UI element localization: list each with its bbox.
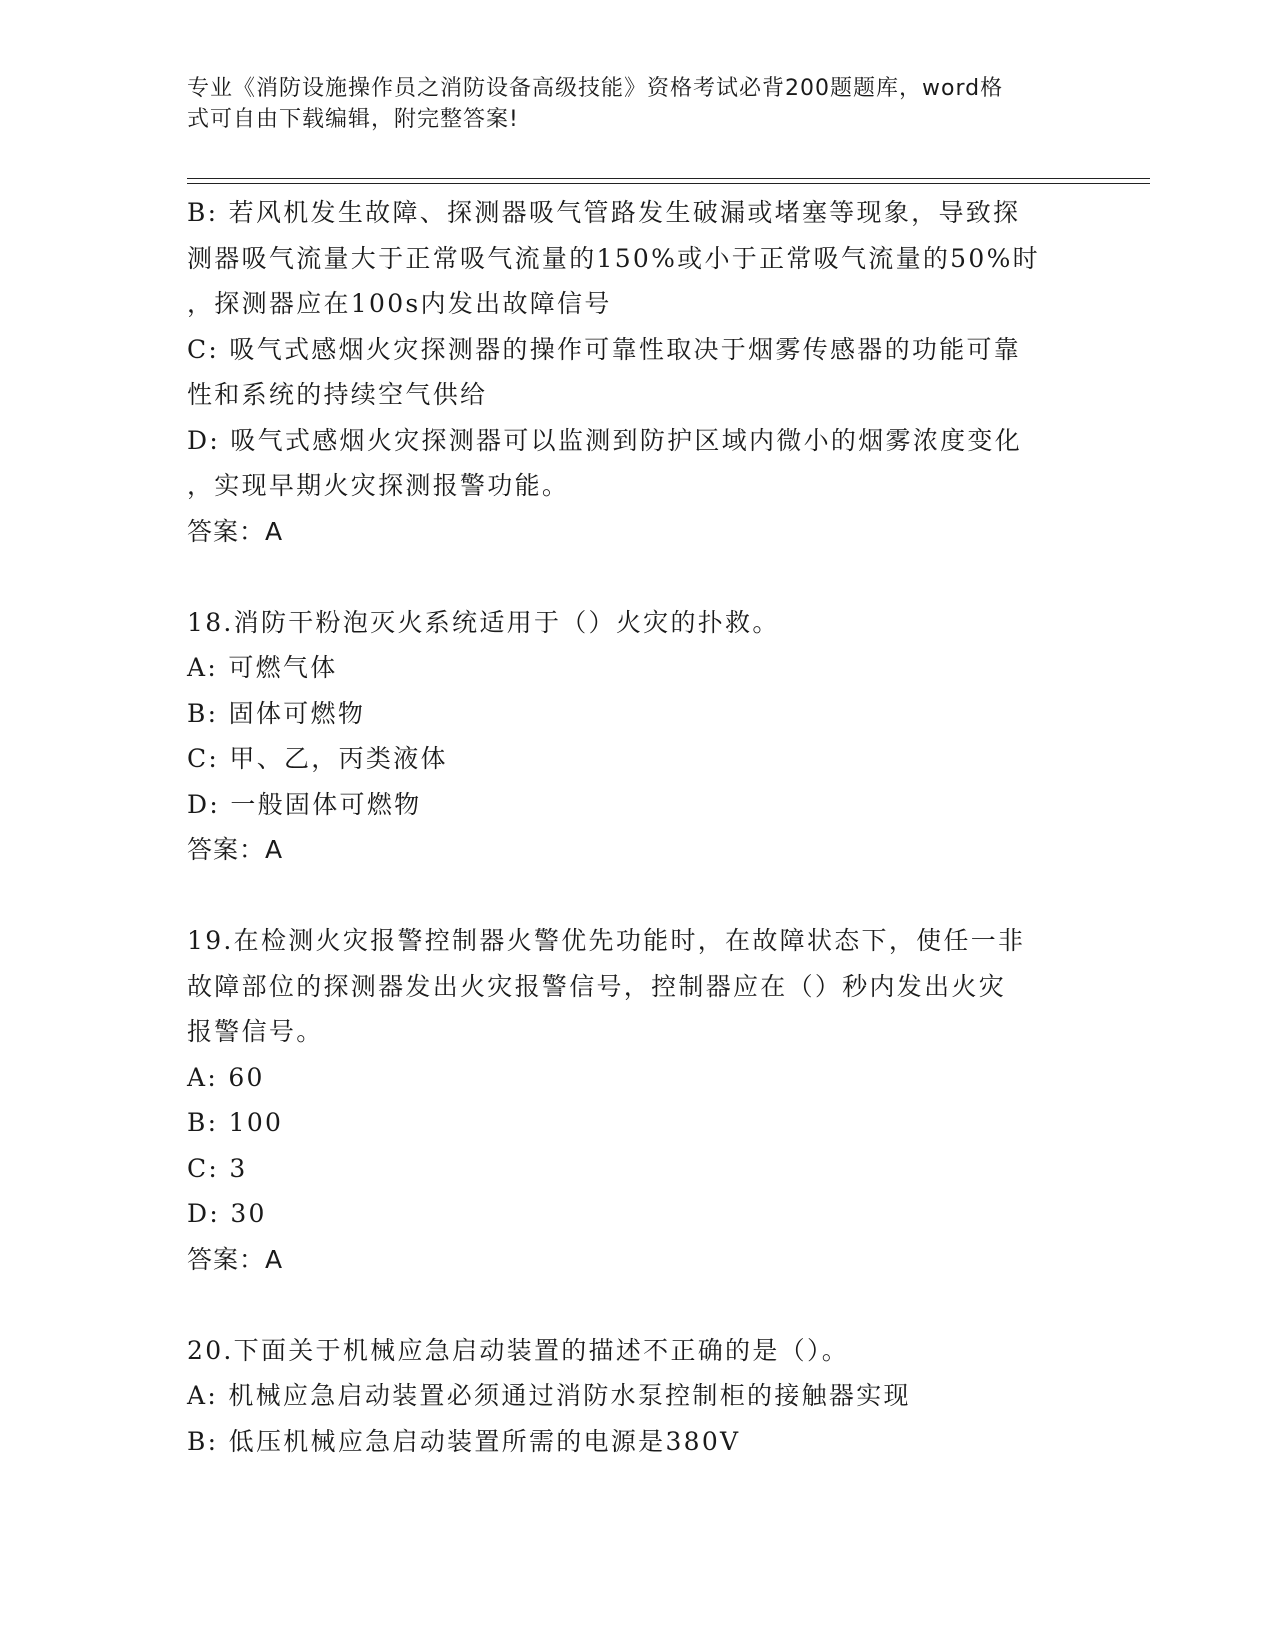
header-divider-bottom [187, 183, 1150, 184]
spacer [187, 554, 1087, 600]
spacer [187, 873, 1087, 919]
q20-option-a: A: 机械应急启动装置必须通过消防水泵控制柜的接触器实现 [187, 1381, 911, 1410]
question-content [187, 190, 1087, 1464]
q19-option-c: C: 3 [187, 1153, 248, 1183]
q18-option-a: A: 可燃气体 [187, 653, 338, 682]
q17-option-c-line-1: C: 吸气式感烟火灾探测器的操作可靠性取决于烟雾传感器的功能可靠 [187, 334, 1022, 364]
q19-stem-line-3: 报警信号。 [187, 1017, 324, 1046]
q18-answer: 答案：A [187, 835, 284, 864]
q19-option-b: B: 100 [187, 1108, 284, 1137]
q18-option-c: C: 甲、乙，丙类液体 [187, 744, 448, 773]
question-19 [187, 918, 1087, 1282]
question-17 [187, 190, 1087, 554]
q19-answer: 答案：A [187, 1244, 284, 1274]
q18-option-d: D: 一般固体可燃物 [187, 789, 422, 819]
q18-option-b: B: 固体可燃物 [187, 698, 366, 728]
q17-option-b-line-2: 测器吸气流量大于正常吸气流量的150%或小于正常吸气流量的50%时 [187, 243, 1040, 273]
q20-option-b: B: 低压机械应急启动装置所需的电源是380V [187, 1426, 741, 1456]
header-line-2: 式可自由下载编辑，附完整答案! [187, 107, 519, 132]
q17-answer: 答案：A [187, 516, 284, 546]
q18-stem: 18.消防干粉泡灭火系统适用于（）火灾的扑救。 [187, 607, 780, 637]
q19-stem-line-1: 19.在检测火灾报警控制器火警优先功能时，在故障状态下，使任一非 [187, 926, 1026, 955]
q20-stem: 20.下面关于机械应急启动装置的描述不正确的是（）。 [187, 1335, 850, 1365]
q19-option-d: D: 30 [187, 1199, 267, 1228]
q19-stem-line-2: 故障部位的探测器发出火灾报警信号，控制器应在（）秒内发出火灾 [187, 971, 1007, 1001]
q19-option-a: A: 60 [187, 1062, 265, 1092]
q17-option-d-line-2: ，实现早期火灾探测报警功能。 [187, 471, 570, 500]
header-line-1: 专业《消防设施操作员之消防设备高级技能》资格考试必背200题题库，word格 [187, 76, 1004, 101]
document-header [187, 73, 1067, 135]
q17-option-b-line-1: B: 若风机发生故障、探测器吸气管路发生破漏或堵塞等现象，导致探 [187, 198, 1021, 227]
header-divider-top [187, 178, 1150, 179]
q17-option-c-line-2: 性和系统的持续空气供给 [187, 380, 488, 409]
q17-option-b-line-3: ，探测器应在100s内发出故障信号 [187, 289, 612, 318]
question-18 [187, 600, 1087, 873]
question-20 [187, 1328, 1087, 1465]
spacer [187, 1282, 1087, 1328]
q17-option-d-line-1: D: 吸气式感烟火灾探测器可以监测到防护区域内微小的烟雾浓度变化 [187, 425, 1023, 455]
